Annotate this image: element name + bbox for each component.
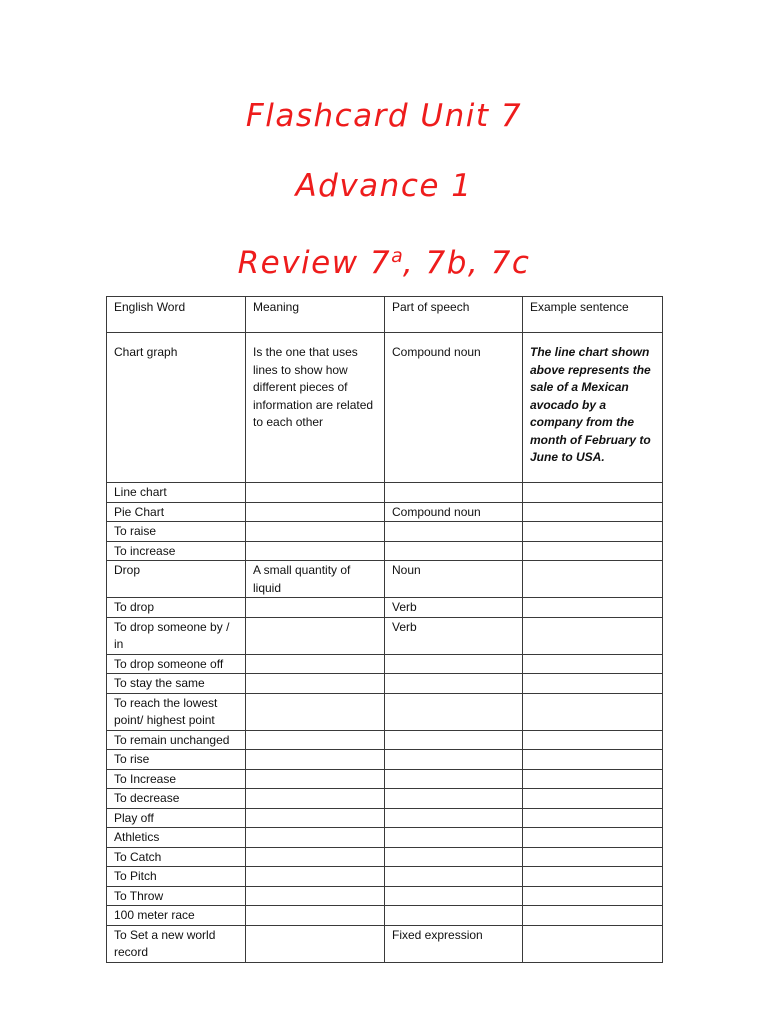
pos-cell: Verb — [385, 617, 523, 654]
meaning-cell — [246, 502, 385, 522]
table-row — [107, 541, 663, 561]
pos-cell — [385, 808, 523, 828]
word-cell: Play off — [107, 808, 246, 828]
word-cell: Pie Chart — [107, 502, 246, 522]
pos-cell — [385, 867, 523, 887]
meaning-cell — [246, 598, 385, 618]
example-cell — [523, 906, 663, 926]
word-cell: To Set a new world record — [107, 925, 246, 962]
meaning-cell — [246, 693, 385, 730]
table-row — [107, 886, 663, 906]
word-cell: To reach the lowest point/ highest point — [107, 693, 246, 730]
example-cell — [523, 483, 663, 503]
table-row — [107, 674, 663, 694]
header-meaning: Meaning — [246, 297, 385, 333]
pos-cell — [385, 828, 523, 848]
meaning-cell — [246, 769, 385, 789]
table-row — [107, 654, 663, 674]
table-row — [107, 925, 663, 962]
example-cell — [523, 925, 663, 962]
pos-cell — [385, 674, 523, 694]
title-line-3-superscript: a — [391, 245, 403, 267]
example-cell — [523, 847, 663, 867]
table-row — [107, 483, 663, 503]
word-cell: To Pitch — [107, 867, 246, 887]
pos-cell — [385, 730, 523, 750]
meaning-cell — [246, 789, 385, 809]
word-cell: Chart graph — [107, 333, 246, 483]
meaning-cell — [246, 522, 385, 542]
pos-cell: Fixed expression — [385, 925, 523, 962]
meaning-cell — [246, 867, 385, 887]
meaning-cell — [246, 750, 385, 770]
title-line-3 — [0, 236, 768, 283]
pos-cell: Verb — [385, 598, 523, 618]
meaning-cell — [246, 925, 385, 962]
table-header-row — [107, 297, 663, 333]
table-row — [107, 333, 663, 483]
table-row — [107, 789, 663, 809]
example-cell — [523, 769, 663, 789]
word-cell: To drop someone off — [107, 654, 246, 674]
word-cell: To raise — [107, 522, 246, 542]
example-cell — [523, 502, 663, 522]
example-cell — [523, 808, 663, 828]
word-cell: 100 meter race — [107, 906, 246, 926]
example-cell — [523, 522, 663, 542]
example-cell — [523, 730, 663, 750]
table-row — [107, 750, 663, 770]
title-line-3-text: Review 7 — [237, 245, 392, 281]
table-row — [107, 847, 663, 867]
pos-cell — [385, 886, 523, 906]
example-cell — [523, 674, 663, 694]
meaning-cell — [246, 808, 385, 828]
example-cell — [523, 886, 663, 906]
meaning-cell — [246, 847, 385, 867]
word-cell: Line chart — [107, 483, 246, 503]
table-row — [107, 617, 663, 654]
pos-cell — [385, 541, 523, 561]
example-cell — [523, 867, 663, 887]
example-cell — [523, 693, 663, 730]
example-cell — [523, 541, 663, 561]
pos-cell: Compound noun — [385, 333, 523, 483]
table-row — [107, 730, 663, 750]
word-cell: To stay the same — [107, 674, 246, 694]
word-cell: To rise — [107, 750, 246, 770]
word-cell: To drop someone by / in — [107, 617, 246, 654]
table-row — [107, 867, 663, 887]
header-english-word: English Word — [107, 297, 246, 333]
example-cell — [523, 654, 663, 674]
table-row — [107, 502, 663, 522]
header-part-of-speech: Part of speech — [385, 297, 523, 333]
pos-cell — [385, 654, 523, 674]
meaning-cell: Is the one that uses lines to show how different pieces of information are related to each other — [246, 333, 385, 483]
pos-cell — [385, 522, 523, 542]
word-cell: To remain unchanged — [107, 730, 246, 750]
word-cell: To decrease — [107, 789, 246, 809]
example-cell — [523, 561, 663, 598]
pos-cell — [385, 906, 523, 926]
pos-cell — [385, 769, 523, 789]
header-example-sentence: Example sentence — [523, 297, 663, 333]
pos-cell: Noun — [385, 561, 523, 598]
table-row — [107, 598, 663, 618]
word-cell: To drop — [107, 598, 246, 618]
meaning-cell — [246, 541, 385, 561]
word-cell: To Throw — [107, 886, 246, 906]
meaning-cell — [246, 483, 385, 503]
title-line-3-rest: , 7b, 7c — [402, 245, 531, 281]
word-cell: To increase — [107, 541, 246, 561]
pos-cell — [385, 750, 523, 770]
meaning-cell: A small quantity of liquid — [246, 561, 385, 598]
meaning-cell — [246, 906, 385, 926]
word-cell: To Catch — [107, 847, 246, 867]
meaning-cell — [246, 730, 385, 750]
word-cell: To Increase — [107, 769, 246, 789]
table-row — [107, 561, 663, 598]
meaning-cell — [246, 886, 385, 906]
pos-cell: Compound noun — [385, 502, 523, 522]
example-cell — [523, 598, 663, 618]
table-row — [107, 522, 663, 542]
word-cell: Drop — [107, 561, 246, 598]
example-cell: The line chart shown above represents the sale of a Mexican avocado by a company from the month of February to June to USA. — [523, 333, 663, 483]
example-cell — [523, 828, 663, 848]
vocabulary-table — [106, 296, 663, 963]
table-row — [107, 769, 663, 789]
table-row — [107, 693, 663, 730]
meaning-cell — [246, 654, 385, 674]
meaning-cell — [246, 828, 385, 848]
example-cell — [523, 617, 663, 654]
pos-cell — [385, 847, 523, 867]
example-cell — [523, 750, 663, 770]
pos-cell — [385, 789, 523, 809]
word-cell: Athletics — [107, 828, 246, 848]
meaning-cell — [246, 617, 385, 654]
pos-cell — [385, 483, 523, 503]
example-cell — [523, 789, 663, 809]
meaning-cell — [246, 674, 385, 694]
table-row — [107, 808, 663, 828]
table-row — [107, 828, 663, 848]
title-line-1: Flashcard Unit 7 — [245, 98, 523, 134]
title-line-2: Advance 1 — [295, 168, 473, 204]
pos-cell — [385, 693, 523, 730]
table-row — [107, 906, 663, 926]
